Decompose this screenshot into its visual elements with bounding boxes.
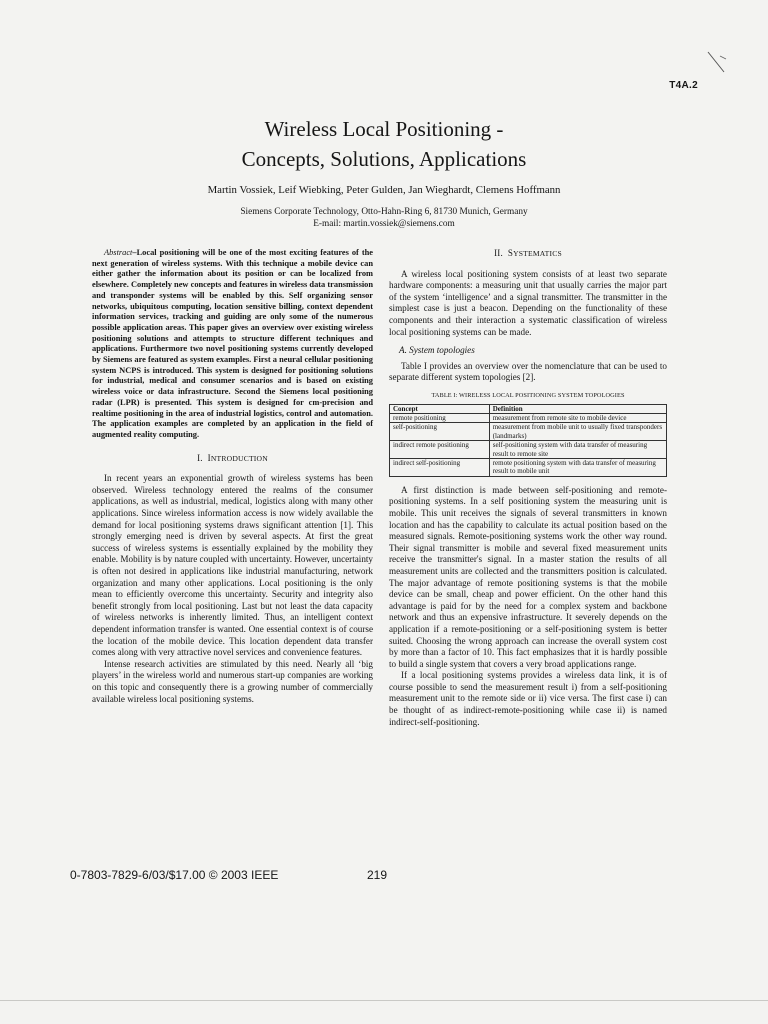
abstract-lead: Abstract (104, 248, 133, 257)
table-header-definition: Definition (489, 404, 666, 413)
systematics-paragraph-2: Table I provides an overview over the nomenclature that can be used to separate different system topologies [2]. (389, 360, 667, 383)
session-code: T4A.2 (669, 80, 698, 91)
title-line-1: Wireless Local Positioning - (264, 117, 504, 141)
topology-table (389, 404, 667, 477)
table-row (390, 441, 667, 459)
table-cell: self-positioning (390, 423, 490, 441)
section-heading-systematics: II. SYSTEMATICS (494, 248, 562, 258)
paper-title (84, 114, 684, 174)
table-cell: indirect self-positioning (390, 458, 490, 476)
systematics-paragraph-1: A wireless local positioning system consists of at least two separate hardware components: a measuring unit that usually carries the major part of the system ‘intelligence’ and a signal transmitter. The transmitter in the simplest case is just a beacon. Depending on the functionality of these components and their interaction a systematic classification of wireless local positioning systems can be made. (389, 268, 667, 337)
systematics-paragraph-4: If a local positioning systems provides a wireless data link, it is of course possible to send the measurement result i) from a self-positioning measurement unit to the remote side or ii) vice versa. The first case i) can be thought of as indirect-remote-positioning while case ii) is named indirect-self-positioning. (389, 670, 667, 727)
abstract (92, 248, 373, 441)
section-heading-introduction: I. INTRODUCTION (197, 452, 268, 463)
table-row (390, 413, 667, 422)
table-header-concept: Concept (390, 404, 490, 413)
intro-paragraph-2: Intense research activities are stimulated by this need. Nearly all ‘big players’ in the wireless world and numerous start-up companies are working on this topic and consequently there is a growing number of commercially available wireless local positioning systems. (92, 658, 373, 704)
table-row (390, 458, 667, 476)
scan-edge-line (0, 1000, 768, 1001)
author-list: Martin Vossiek, Leif Wiebking, Peter Gulden, Jan Wieghardt, Clemens Hoffmann (207, 184, 561, 196)
table-row (390, 423, 667, 441)
table-cell: remote positioning (390, 413, 490, 422)
table-cell: measurement from mobile unit to usually fixed transponders (landmarks) (489, 423, 666, 441)
affiliation-email: E-mail: martin.vossiek@siemens.com (313, 219, 455, 229)
left-column (92, 248, 373, 705)
table-cell: remote positioning system with data transfer of measuring result to mobile unit (489, 458, 666, 476)
right-column (389, 248, 667, 728)
table-cell: self-positioning system with data transfer of measuring result to remote site (489, 441, 666, 459)
title-line-2: Concepts, Solutions, Applications (241, 147, 527, 171)
intro-paragraph-1: In recent years an exponential growth of wireless systems has been observed. Wireless technology entered the realms of the consumer applications, as well as industrial, medical, logistics along with many other applications. Since wireless information access is now widely available the demand for local positioning systems draws significant attention [1]. This strongly emerging need is driven by several aspects. At first the great success of wireless systems is essentially explained by the mobility they enable. Mobility is by nature coupled with uncertainty. However, uncertainty is often not desired in applications like industrial manufacturing, network organization and many other applications. Local positioning is the only mean to efficiently overcome this uncertainty. Security and integrity also benefit strongly from local positioning. Last but not least the data capacity of wireless networks is inherently limited. Thus, an intelligent context dependent information transfer is wanted. One essential context is of course the location of the mobile device. This location dependent data transfer comes along with very attractive novel services and convenience features. (92, 473, 373, 658)
table-caption: TABLE I: WIRELESS LOCAL POSITIONING SYSTEM TOPOLOGIES (431, 391, 625, 399)
affiliation (84, 206, 684, 230)
table-header-row (390, 404, 667, 413)
table-cell: indirect remote positioning (390, 441, 490, 459)
page-number: 219 (367, 868, 388, 882)
scan-mark (706, 50, 728, 81)
abstract-text: –Local positioning will be one of the most exciting features of the next generation of wireless systems. With this technique a mobile device can either gather the information about its position or can be localized from elsewhere. Completely new concepts and features in wireless data transmission and transponder systems will be enabled by this. Self organizing sensor networks, ubiquitous computing, location sensitive billing, context dependent information services, tracking and guiding are only some of the numerous possible application areas. This paper gives an overview over existing wireless positioning solutions and attempts to structure different techniques and applications. Furthermore two novel positioning systems currently developed by Siemens are featured as system examples. First a neural cellular positioning system NCPS is introduced. This system is designed for positioning solutions for industrial, medical and consumer scenarios and is based on existing wireless voice or data infrastructure. Second the Siemens local positioning radar (LPR) is presented. This system is designed for cm-precision and realtime positioning in the area of industrial logistics, control and automation. The application examples are completed by an application in the field of augmented reality computing. (92, 248, 373, 439)
copyright-line: 0-7803-7829-6/03/$17.00 © 2003 IEEE (70, 868, 279, 882)
affiliation-org: Siemens Corporate Technology, Otto-Hahn-Ring 6, 81730 Munich, Germany (240, 207, 528, 217)
table-cell: measurement from remote site to mobile device (489, 413, 666, 422)
systematics-paragraph-3: A first distinction is made between self-positioning and remote-positioning systems. In a self positioning system the measuring unit is mobile. This unit receives the signals of several transmitters in known location and has the capability to calculate its actual position based on the measured signals. Remote-positioning systems work the other way round. Their signal transmitter is mobile and several fixed measurement units receive the transmitter's signal. In a master station the results of all measurement units are collected and the transmitters position is calculated. The major advantage of remote positioning systems is that the mobile device can be small, cheap and power efficient. On the other hand this advantage is paid for by the need for a complex system and backbone network and thus an expensive infrastructure. It severely depends on the application if a remote-positioning or a self-positioning system is better suited. Choosing the wrong approach can increase the overall system cost by more than a factor of 10. This fact emphasizes that it is hardly possible to build a single system that covers a very broad applications range. (389, 484, 667, 669)
subsection-heading: A. System topologies (399, 345, 475, 356)
